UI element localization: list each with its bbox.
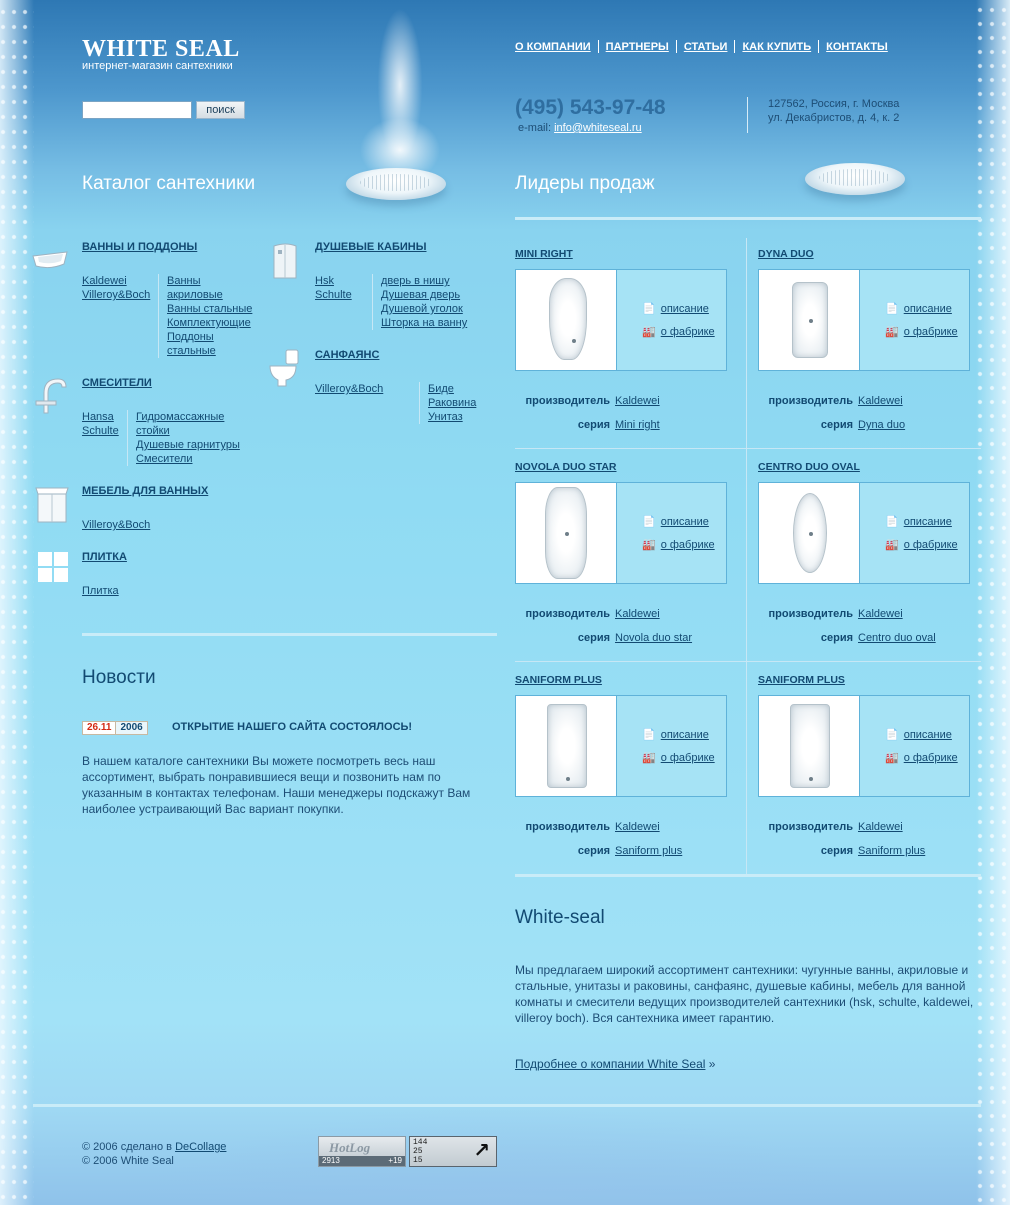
document-icon: 📄 <box>885 516 899 528</box>
category-faucets-links <box>82 410 240 466</box>
search-input[interactable] <box>82 101 192 119</box>
leaders-bottom-divider <box>515 874 981 877</box>
document-icon: 📄 <box>642 729 656 741</box>
product-image[interactable] <box>516 696 617 796</box>
about-more <box>515 1057 715 1071</box>
footer-divider <box>33 1104 981 1107</box>
description-link[interactable]: описание <box>903 728 952 741</box>
link-hsk[interactable]: Hsk <box>315 275 334 287</box>
footer-text <box>82 1140 226 1168</box>
product-name[interactable]: MINI RIGHT <box>515 248 573 260</box>
document-icon: 📄 <box>642 303 656 315</box>
product-image[interactable] <box>516 270 617 370</box>
bathtub-image <box>792 282 828 358</box>
category-furniture-links <box>82 518 150 532</box>
factory-link[interactable]: о фабрике <box>903 751 958 764</box>
product-box <box>758 269 970 371</box>
stats-counter[interactable] <box>409 1136 497 1167</box>
factory-link[interactable]: о фабрике <box>903 325 958 338</box>
product-box <box>758 695 970 797</box>
series-label: серия <box>577 845 610 857</box>
product-meta <box>515 389 747 437</box>
drain-decoration <box>805 163 905 195</box>
manufacturer-link[interactable]: Kaldewei <box>858 821 903 833</box>
nav-separator <box>598 40 599 53</box>
made-by-label: © 2006 сделано в <box>82 1141 172 1153</box>
link-baths-acrylic[interactable]: Ванны <box>167 275 201 287</box>
product-name[interactable]: DYNA DUO <box>758 248 814 260</box>
product-card <box>515 461 747 644</box>
category-sanitary-ceramics[interactable]: САНФАЯНС <box>315 349 380 361</box>
search-button[interactable]: поиск <box>196 101 245 119</box>
description-link[interactable]: описание <box>660 728 709 741</box>
leaders-divider <box>515 217 981 220</box>
series-link[interactable]: Saniform plus <box>615 845 683 857</box>
link-baths-steel[interactable]: Ванны стальные <box>167 303 253 315</box>
link-bidet[interactable]: Биде <box>428 383 454 395</box>
counter-value: 144 <box>413 1138 428 1147</box>
factory-icon: 🏭 <box>642 752 656 764</box>
category-faucets[interactable]: СМЕСИТЕЛИ <box>82 377 152 389</box>
document-icon: 📄 <box>885 303 899 315</box>
link-hydromassage-racks[interactable]: стойки <box>136 425 170 437</box>
news-headline: ОТКРЫТИЕ НАШЕГО САЙТА СОСТОЯЛОСЬ! <box>172 721 413 733</box>
manufacturer-link[interactable]: Kaldewei <box>858 395 903 407</box>
shower-cabin-icon <box>266 240 306 280</box>
bathtub-icon <box>30 240 70 280</box>
catalog-divider <box>82 633 497 636</box>
link-trays-steel[interactable]: стальные <box>167 345 216 357</box>
address <box>768 97 899 125</box>
factory-icon: 🏭 <box>885 326 899 338</box>
series-link[interactable]: Novola duo star <box>615 632 693 644</box>
arrow-up-right-icon: ↗ <box>473 1140 490 1162</box>
product-card <box>515 674 747 857</box>
factory-link[interactable]: о фабрике <box>660 325 715 338</box>
bathtub-image <box>790 704 830 788</box>
product-card <box>515 248 747 431</box>
search-form <box>82 101 245 119</box>
link-shower-door[interactable]: Душевая дверь <box>381 289 461 301</box>
link-schulte[interactable]: Schulte <box>82 425 119 437</box>
link-kaldewei[interactable]: Kaldewei <box>82 275 127 287</box>
toilet-icon <box>266 348 306 388</box>
copyright: © 2006 White Seal <box>82 1155 174 1167</box>
product-box <box>515 269 727 371</box>
bathtub-image <box>547 704 587 788</box>
about-body: Мы предлагаем широкий ассортимент сантехники: чугунные ванны, акриловые и стальные, унитазы и раковины, санфаянс, душевые кабины, мебель для ванной комнаты и смесители ведущих производителей сантехники (hsk, schulte, kaldewei, villeroy boch). Вся сантехника имеет гарантию. <box>515 963 974 1025</box>
hotlog-count: 2913 <box>322 1156 340 1165</box>
grid-vertical-divider <box>746 238 747 874</box>
product-meta <box>515 602 747 650</box>
fountain-spray-decoration <box>345 0 455 175</box>
nav-separator <box>676 40 677 53</box>
link-baths-acrylic[interactable]: акриловые <box>167 289 223 301</box>
link-bath-curtain[interactable]: Шторка на ванну <box>381 317 468 329</box>
counter-value: 15 <box>413 1156 423 1165</box>
link-schulte[interactable]: Schulte <box>315 289 352 301</box>
category-ceramics-links <box>315 382 476 424</box>
product-name[interactable]: CENTRO DUO OVAL <box>758 461 860 473</box>
link-villeroy-boch[interactable]: Villeroy&Boch <box>82 519 151 531</box>
category-shower-links <box>315 274 467 330</box>
link-shower-corner[interactable]: Душевой уголок <box>381 303 463 315</box>
manufacturer-label: производитель <box>768 395 853 407</box>
product-name[interactable]: SANIFORM PLUS <box>515 674 602 686</box>
hotlog-delta: +19 <box>388 1156 402 1165</box>
news-title: Новости <box>82 667 156 688</box>
manufacturer-link[interactable]: Kaldewei <box>615 608 660 620</box>
category-baths-links <box>82 274 252 358</box>
factory-link[interactable]: о фабрике <box>660 538 715 551</box>
factory-link[interactable]: о фабрике <box>903 538 958 551</box>
link-tiles[interactable]: Плитка <box>82 585 119 597</box>
product-name[interactable]: NOVOLA DUO STAR <box>515 461 617 473</box>
about-title: White-seal <box>515 907 605 928</box>
manufacturer-label: производитель <box>525 395 610 407</box>
top-navigation <box>515 40 888 53</box>
bathroom-cabinet-icon <box>32 484 72 524</box>
manufacturer-link[interactable]: Kaldewei <box>615 821 660 833</box>
bathtub-image <box>793 493 827 573</box>
description-link[interactable]: описание <box>903 515 952 528</box>
manufacturer-label: производитель <box>525 821 610 833</box>
manufacturer-label: производитель <box>525 608 610 620</box>
category-tiles[interactable]: ПЛИТКА <box>82 551 127 563</box>
link-villeroy-boch[interactable]: Villeroy&Boch <box>315 383 384 395</box>
faucet-icon <box>30 375 70 415</box>
news-body: В нашем каталоге сантехники Вы можете посмотреть весь наш ассортимент, выбрать понравившиеся вещи и позвонить нам по указанным в контактах телефонам. Наши менеджеры подскажут Вам наиболее устраивающий Вас вариант покупки. <box>82 754 471 816</box>
series-label: серия <box>820 632 853 644</box>
bathtub-image <box>549 278 587 360</box>
chevron-right-icon: » <box>708 1057 716 1071</box>
category-shower-cabins[interactable]: ДУШЕВЫЕ КАБИНЫ <box>315 241 427 253</box>
logo[interactable] <box>82 36 240 72</box>
link-sink[interactable]: Раковина <box>428 397 477 409</box>
link-hydromassage-racks[interactable]: Гидромассажные <box>136 411 225 423</box>
series-link[interactable]: Mini right <box>615 419 660 431</box>
description-link[interactable]: описание <box>660 302 709 315</box>
product-box <box>758 482 970 584</box>
factory-icon: 🏭 <box>642 539 656 551</box>
link-accessories[interactable]: Комплектующие <box>167 317 251 329</box>
email-link[interactable]: info@whiteseal.ru <box>554 122 642 134</box>
product-image[interactable] <box>759 696 860 796</box>
product-links <box>860 270 969 370</box>
link-niche-door[interactable]: дверь в нишу <box>381 275 450 287</box>
manufacturer-link[interactable]: Kaldewei <box>858 608 903 620</box>
product-card <box>758 461 990 644</box>
hotlog-logo: HotLog <box>329 1140 371 1155</box>
product-name[interactable]: SANIFORM PLUS <box>758 674 845 686</box>
nav-about[interactable]: О КОМПАНИИ <box>515 40 591 53</box>
drain-decoration <box>346 168 446 200</box>
product-meta <box>758 602 990 650</box>
category-tiles-links <box>82 584 119 598</box>
factory-icon: 🏭 <box>642 326 656 338</box>
product-links <box>617 483 726 583</box>
leaders-title: Лидеры продаж <box>515 173 655 194</box>
manufacturer-link[interactable]: Kaldewei <box>615 395 660 407</box>
document-icon: 📄 <box>642 516 656 528</box>
product-card <box>758 248 990 431</box>
link-mixers[interactable]: Смесители <box>136 453 193 465</box>
address-line: ул. Декабристов, д. 4, к. 2 <box>768 112 900 124</box>
factory-link[interactable]: о фабрике <box>660 751 715 764</box>
news-date: 26.11 <box>87 722 112 733</box>
grid-row-divider <box>515 661 981 662</box>
factory-icon: 🏭 <box>885 539 899 551</box>
product-links <box>617 270 726 370</box>
product-meta <box>515 815 747 863</box>
product-links <box>860 696 969 796</box>
category-bathroom-furniture[interactable]: МЕБЕЛЬ ДЛЯ ВАННЫХ <box>82 485 209 497</box>
catalog-title: Каталог сантехники <box>82 173 256 194</box>
link-trays-steel[interactable]: Поддоны <box>167 331 214 343</box>
series-label: серия <box>820 419 853 431</box>
about-more-link[interactable]: Подробнее о компании White Seal <box>515 1057 706 1071</box>
link-hansa[interactable]: Hansa <box>82 411 114 423</box>
product-image[interactable] <box>759 270 860 370</box>
product-card <box>758 674 990 857</box>
email-line <box>518 122 642 134</box>
category-baths[interactable]: ВАННЫ И ПОДДОНЫ <box>82 241 198 253</box>
manufacturer-label: производитель <box>768 821 853 833</box>
nav-separator <box>734 40 735 53</box>
series-link[interactable]: Saniform plus <box>858 845 926 857</box>
product-meta <box>758 389 990 437</box>
decollage-link[interactable]: DeCollage <box>175 1141 227 1153</box>
product-links <box>617 696 726 796</box>
document-icon: 📄 <box>885 729 899 741</box>
series-label: серия <box>820 845 853 857</box>
product-image[interactable] <box>759 483 860 583</box>
product-meta <box>758 815 990 863</box>
grid-row-divider <box>515 448 981 449</box>
manufacturer-label: производитель <box>768 608 853 620</box>
logo-subtitle: интернет-магазин сантехники <box>82 60 233 72</box>
series-link[interactable]: Dyna duo <box>858 419 906 431</box>
phone-number: (495) 543-97-48 <box>515 96 666 119</box>
link-villeroy-boch[interactable]: Villeroy&Boch <box>82 289 151 301</box>
series-label: серия <box>577 419 610 431</box>
product-image[interactable] <box>516 483 617 583</box>
news-year: 2006 <box>115 722 146 734</box>
news-date-badge <box>82 721 148 735</box>
product-box <box>515 482 727 584</box>
counter-value: 25 <box>413 1147 423 1156</box>
nav-how-to-buy[interactable]: КАК КУПИТЬ <box>742 40 812 53</box>
nav-contacts[interactable]: КОНТАКТЫ <box>826 40 888 53</box>
product-box <box>515 695 727 797</box>
hotlog-counter[interactable] <box>318 1136 406 1167</box>
nav-separator <box>818 40 819 53</box>
series-label: серия <box>577 632 610 644</box>
description-link[interactable]: описание <box>660 515 709 528</box>
tile-icon <box>34 548 74 588</box>
email-label: e-mail: <box>518 122 552 134</box>
description-link[interactable]: описание <box>903 302 952 315</box>
series-link[interactable]: Centro duo oval <box>858 632 936 644</box>
product-links <box>860 483 969 583</box>
address-line: 127562, Россия, г. Москва <box>768 98 900 110</box>
logo-title: WHITE SEAL <box>82 36 240 62</box>
bathtub-image <box>545 487 587 579</box>
nav-partners[interactable]: ПАРТНЕРЫ <box>605 40 669 53</box>
frost-left-decoration <box>0 0 34 1205</box>
nav-articles[interactable]: СТАТЬИ <box>683 40 728 53</box>
link-shower-sets[interactable]: Душевые гарнитуры <box>136 439 240 451</box>
header-divider <box>747 97 748 133</box>
link-toilet[interactable]: Унитаз <box>428 411 463 423</box>
factory-icon: 🏭 <box>885 752 899 764</box>
